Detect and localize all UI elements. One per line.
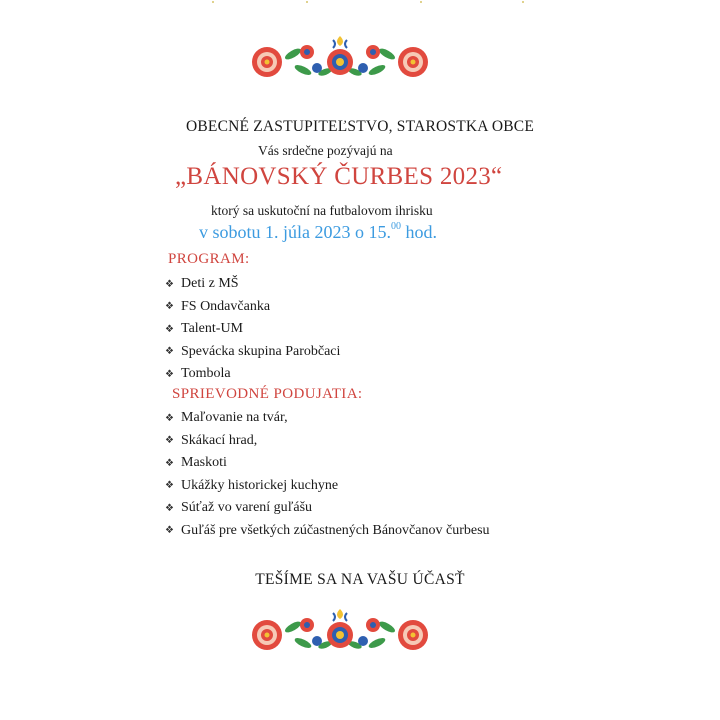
list-item	[165, 296, 340, 319]
list-item	[165, 363, 340, 386]
list-item-text: Maľovanie na tvár,	[181, 410, 288, 426]
diamond-bullet-icon: ❖	[165, 480, 174, 492]
folk-flower-ornament-top	[245, 32, 435, 82]
list-item	[165, 341, 340, 364]
diamond-bullet-icon: ❖	[165, 502, 174, 514]
list-item	[165, 475, 490, 498]
list-item-text: Skákací hrad,	[181, 432, 258, 448]
date-text: v sobotu 1. júla 2023 o 15.	[199, 222, 391, 242]
diamond-bullet-icon: ❖	[165, 278, 174, 290]
diamond-bullet-icon: ❖	[165, 346, 174, 358]
invite-line: Vás srdečne pozývajú na	[258, 143, 393, 158]
list-item-text: Spevácka skupina Parobčaci	[181, 343, 341, 359]
extras-label: SPRIEVODNÉ PODUJATIA:	[172, 386, 363, 402]
list-item-text: Maskoti	[181, 455, 227, 471]
event-datetime	[199, 222, 437, 243]
top-decorative-dots	[210, 0, 530, 6]
diamond-bullet-icon: ❖	[165, 435, 174, 447]
list-item-text: FS Ondavčanka	[181, 298, 271, 314]
list-item-text: Súťaž vo varení guľášu	[181, 500, 313, 516]
list-item	[165, 497, 490, 520]
diamond-bullet-icon: ❖	[165, 323, 174, 335]
flower-ornament-icon	[245, 605, 435, 655]
flower-ornament-icon	[245, 32, 435, 82]
list-item-text: Tombola	[181, 366, 231, 382]
council-heading: OBECNÉ ZASTUPITEĽSTVO, STAROSTKA OBCE	[185, 118, 535, 135]
diamond-bullet-icon: ❖	[165, 412, 174, 424]
diamond-bullet-icon: ❖	[165, 457, 174, 469]
venue-line: ktorý sa uskutoční na futbalovom ihrisku	[211, 203, 433, 218]
time-minutes: 00	[391, 221, 401, 232]
list-item	[165, 520, 490, 543]
diamond-bullet-icon: ❖	[165, 301, 174, 313]
closing-line: TEŠÍME SA NA VAŠU ÚČASŤ	[255, 571, 465, 588]
list-item	[165, 452, 490, 475]
list-item	[165, 318, 340, 341]
program-label: PROGRAM:	[168, 251, 250, 267]
list-item-text: Ukážky historickej kuchyne	[181, 477, 339, 493]
diamond-bullet-icon: ❖	[165, 368, 174, 380]
program-list	[165, 273, 340, 386]
folk-flower-ornament-bottom	[245, 605, 435, 655]
list-item	[165, 273, 340, 296]
list-item-text: Deti z MŠ	[181, 276, 239, 292]
list-item-text: Talent-UM	[181, 321, 244, 337]
event-title: „BÁNOVSKÝ ČURBES 2023“	[175, 163, 503, 190]
list-item-text: Guľáš pre všetkých zúčastnených Bánovčanov čurbesu	[181, 522, 490, 538]
list-item	[165, 430, 490, 453]
extras-list	[165, 407, 490, 542]
time-suffix: hod.	[401, 222, 437, 242]
list-item	[165, 407, 490, 430]
diamond-bullet-icon: ❖	[165, 525, 174, 537]
